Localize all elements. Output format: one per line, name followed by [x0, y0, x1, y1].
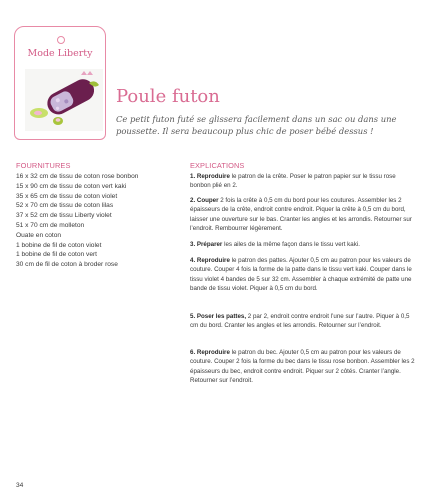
step-text: le patron de la crête. Poser le patron papier sur le tissu rose bonbon plié en 2. [190, 173, 396, 190]
supply-item: 15 x 90 cm de tissu de coton vert kaki [16, 182, 127, 190]
supply-item: Ouate en coton [16, 231, 62, 239]
futon-photo [25, 69, 103, 131]
step-2 [190, 196, 416, 234]
step-5 [190, 312, 416, 331]
explanations-heading: EXPLICATIONS [190, 161, 245, 170]
mode-liberty-tag [14, 26, 106, 140]
page-number: 34 [16, 482, 24, 489]
step-lead: 6. Reproduire [190, 349, 230, 356]
page-title: Poule futon [116, 86, 220, 107]
supply-item: 51 x 70 cm de molleton [16, 221, 85, 229]
step-4 [190, 256, 416, 294]
tag-hole [57, 36, 65, 44]
supplies-list [16, 172, 176, 270]
step-lead: 2. Couper [190, 197, 219, 204]
step-text: 2 fois la crête à 0,5 cm du bord pour les coutures. Assembler les 2 épaisseurs de la crête, endroit contre endroit. Piquer la crête à 0,5 cm du bord, laisser une ouverture sur le bas. Cranter les angles et les arrondis. Retourner sur l’endroit. Rembourrer légèrement. [190, 197, 412, 233]
intro-text: Ce petit futon futé se glissera facilement dans un sac ou dans une poussette. Il sera beaucoup plus chic de poser bébé dessus ! [116, 114, 397, 136]
supplies-heading: FOURNITURES [16, 161, 71, 170]
step-text: les ailes de la même façon dans le tissu vert kaki. [222, 241, 360, 248]
supply-item: 52 x 70 cm de tissu de coton lilas [16, 202, 114, 210]
step-1 [190, 172, 416, 191]
step-6 [190, 348, 416, 386]
step-3 [190, 240, 416, 249]
tag-title: Mode Liberty [27, 48, 93, 59]
step-text: le patron des pattes. Ajouter 0,5 cm au patron pour les valeurs de couture. Couper 4 fois la forme de la patte dans le tissu vert kaki. Couper dans le tissu violet 4 bandes de 5 sur 32 cm. Assembler à chaque extrémité de patte une bande de tissu violet. Piquer à 0,5 cm du bord. [190, 257, 412, 293]
step-lead: 1. Reproduire [190, 173, 230, 180]
supply-item: 1 bobine de fil de coton violet [16, 241, 102, 249]
supply-item: 37 x 52 cm de tissu Liberty violet [16, 212, 112, 220]
step-lead: 5. Poser les pattes, [190, 313, 247, 320]
step-lead: 3. Préparer [190, 241, 223, 248]
step-lead: 4. Reproduire [190, 257, 230, 264]
step-text: le patron du bec. Ajouter 0,5 cm au patron pour les valeurs de couture. Couper 2 fois la forme du bec dans le tissu rose bonbon. Assembler les 2 épaisseurs du bec, endroit contre endroit. Piquer sur 2 côtés. Cranter l’angle. Retourner sur l’endroit. [190, 349, 415, 385]
supply-item: 16 x 32 cm de tissu de coton rose bonbon [16, 173, 139, 180]
supply-item: 30 cm de fil de coton à broder rose [16, 261, 118, 269]
supply-item: 35 x 65 cm de tissu de coton violet [16, 192, 118, 200]
supply-item: 1 bobine de fil de coton vert [16, 251, 98, 259]
step-text: 2 par 2, endroit contre endroit l’une sur l’autre. Piquer à 0,5 cm du bord. Cranter les angles et les arrondis. Retourner sur l’endroit. [190, 313, 410, 330]
